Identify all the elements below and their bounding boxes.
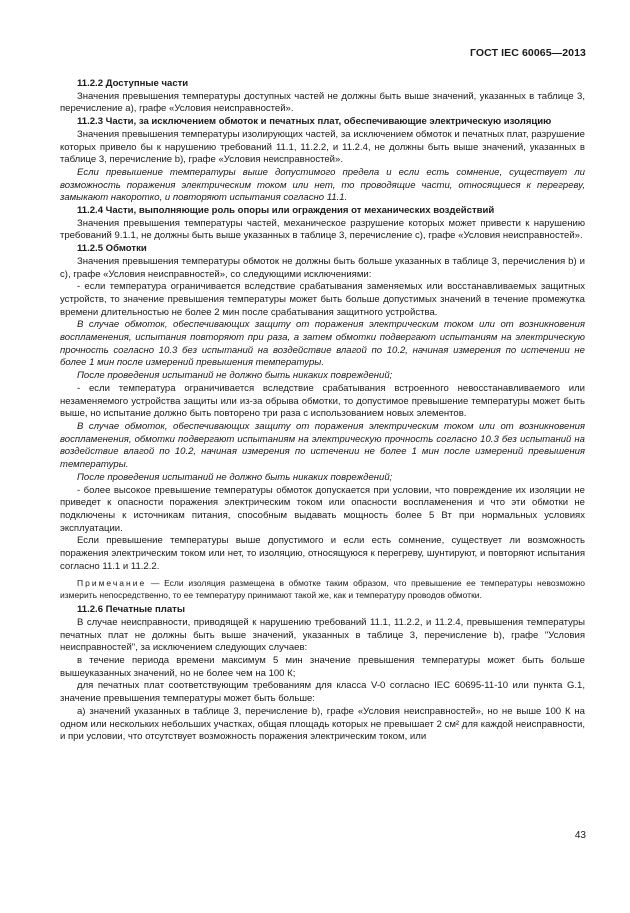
section-heading: 11.2.6 Печатные платы [77, 604, 185, 616]
note-label: Примечание [77, 578, 147, 589]
paragraph: Если превышение температуры выше допустимого и если есть сомнение, существует ли возможность поражения электрическим током или нет, то изоляцию, относящуюся к перегреву, шунтируют, и повторяют испытания согласно 11.1 и 11.2.2. [60, 535, 585, 572]
paragraph: - более высокое превышение температуры обмоток допускается при условии, что повреждение их изоляции не приведет к опасности поражения электрическим током или опасности воспламенения и что эти обмотки не подключены к источникам питания, способным выдавать мощность более 5 Вт при нормальных условиях эксплуатации. [60, 484, 585, 534]
page-number: 43 [574, 830, 586, 841]
standard-header: ГОСТ IEC 60065—2013 [469, 47, 586, 59]
paragraph: Значения превышения температуры изолирующих частей, за исключением обмоток и печатных плат, разрушение которых привело бы к нарушению требований 11.1, 11.2.2, и 11.2.4, не должны быть выше значений, указанных в таблице 3, перечисление b), графе «Условия неисправностей». [60, 128, 585, 166]
paragraph: Значения превышения температуры обмоток не должны быть больше указанных в таблице 3, перечисления b) и с), графе «Условия неисправностей», со следующими исключениями: [60, 255, 585, 280]
section-heading: 11.2.2 Доступные части [77, 78, 189, 89]
paragraph: В случае обмоток, обеспечивающих защиту от поражения электрическим током или от возникновения воспламенения, испытания повторяют при раза, а затем обмотки подвергают испытаниям на электрическую прочность согласно 10.3 без испытаний на воздействие влагой по 10.2, начиная измерения по истечении не более 1 мин после измерений превышения температуры. [60, 319, 585, 369]
paragraph: В случае обмоток, обеспечивающих защиту от поражения электрическим током или от возникновения воспламенения, обмотки подвергают испытаниям на электрическую прочность согласно 10.3 без испытаний на воздействие влагой по 10.2, начиная измерения по истечении не более 1 мин после измерений превышения температуры. [60, 420, 585, 471]
paragraph: - если температура ограничивается вследствие срабатывания встроенного невосстанавливаемого или незаменяемого устройства защиты или из-за обрыва обмотки, то допустимое превышение температуры может быть выше, но испытание должно быть повторено три раза с использованием новых элементов. [60, 382, 585, 420]
paragraph: Если превышение температуры выше допустимого предела и если есть сомнение, существует ли возможность поражения электрическим током или нет, то проводящие части, относящиеся к перегреву, замыкают накоротко, и повторяют испытания согласно 11.1. [60, 166, 585, 204]
section-heading: 11.2.5 Обмотки [77, 243, 147, 255]
paragraph: - если температура ограничивается вследствие срабатывания заменяемых или восстанавливаемых защитных устройств, то значение превышения температуры может быть больше допустимых значений в течение промежутка времени длительностью не более 2 мин после срабатывания защитного устройства. [60, 281, 585, 318]
paragraph: Значения превышения температуры доступных частей не должны быть выше значений, указанных в таблице 3, перечисление а), графе «Условия неисправностей». [60, 90, 585, 115]
paragraph: В случае неисправности, приводящей к нарушению требований 11.1, 11.2.2, и 11.2.4, превышения температуры печатных плат не должны быть выше значений, указанных в таблице 3, перечисление b), графе "Условия неисправностей", за исключением следующих случаев: [60, 616, 585, 654]
note-text: — Если изоляция размещена в обмотке таким образом, что превышение ее температуры невозможно измерить непосредственно, то ее температуру принимают такой же, как и температуру проводов обмотки. [60, 578, 585, 600]
note-paragraph [60, 578, 585, 601]
document-body [60, 78, 585, 744]
paragraph: После проведения испытаний не должно быть никаких повреждений; [77, 370, 393, 382]
section-heading: 11.2.4 Части, выполняющие роль опоры или ограждения от механических воздействий [77, 205, 495, 217]
paragraph: Значения превышения температуры частей, механическое разрушение которых может привести к нарушению требований 9.1.1, не должны быть выше указанных в таблице 3, перечисление с), графе «Условия неисправностей». [60, 217, 585, 242]
paragraph: в течение периода времени максимум 5 мин значение превышения температуры может быть больше вышеуказанных значений, но не более чем на 100 К; [60, 655, 585, 679]
paragraph: а) значений указанных в таблице 3, перечисление b), графе «Условия неисправностей», но не выше 100 К на одном или нескольких небольших участках, общая площадь которых не превышает 2 см² для каждой неисправности, и при условии, что отсутствует возможность поражения электрическим током, или [60, 705, 585, 743]
section-heading: 11.2.3 Части, за исключением обмоток и печатных плат, обеспечивающие электрическую изоляцию [77, 116, 552, 128]
paragraph: После проведения испытаний не должно быть никаких повреждений; [77, 471, 393, 483]
paragraph: для печатных плат соответствующим требованиям для класса V-0 согласно IEC 60695-11-10 или пункта G.1, значение превышения температуры может быть больше: [60, 680, 585, 705]
